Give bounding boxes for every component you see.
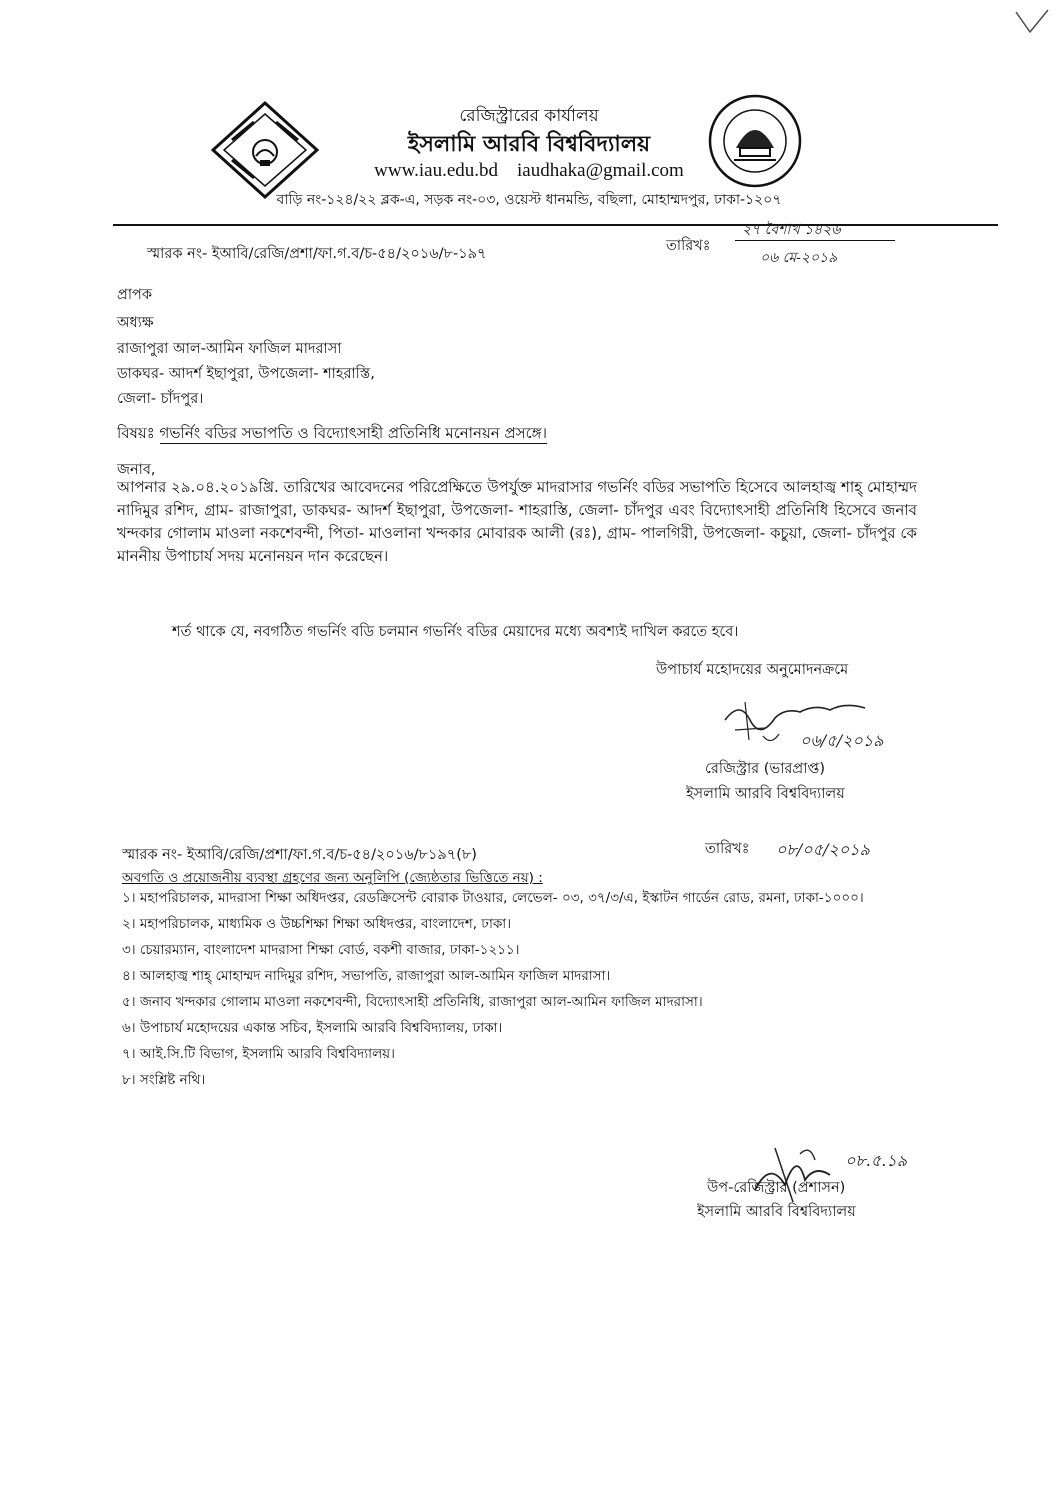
signature2-date: ০৮.৫.১৯ xyxy=(845,1151,908,1170)
signature2-org: ইসলামি আরবি বিশ্ববিদ্যালয় xyxy=(697,1204,856,1220)
list-item: ১। মহাপরিচালক, মাদরাসা শিক্ষা অধিদপ্তর, রেডক্রিসেন্ট বোরাক টাওয়ার, লেভেল- ০৩, ৩৭/৩/এ, ইস্কাটন গার্ডেন রোড, রমনা, ঢাকা-১০০০। xyxy=(122,890,864,906)
date-gregorian: ০৬ মে-২০১৯ xyxy=(760,250,838,266)
address-line: বাড়ি নং-১২৪/২২ ব্লক-এ, সড়ক নং-০৩, ওয়েস্ট ধানমন্ডি, বছিলা, মোহাম্মদপুর, ঢাকা-১২০৭ xyxy=(276,192,782,208)
list-item: ৩। চেয়ারম্যান, বাংলাদেশ মাদরাসা শিক্ষা বোর্ড, বকশী বাজার, ঢাকা-১২১১। xyxy=(122,942,520,958)
university-seal-icon xyxy=(706,92,804,190)
recipient-title: অধ্যক্ষ xyxy=(117,315,154,331)
office-name: রেজিস্ট্রারের কার্যালয় xyxy=(459,106,599,126)
body-paragraph: আপনার ২৯.০৪.২০১৯খ্রি. তারিখের আবেদনের পরিপ্রেক্ষিতে উপর্যুক্ত মাদরাসার গভর্নিং বডির সভাপতি হিসেবে আলহাজ্ব শাহ্‌ মোহাম্মদ নাদিমুর রশিদ, গ্রাম- রাজাপুরা, ডাকঘর- আদর্শ ইছাপুরা, উপজেলা- শাহরাস্তি, জেলা- চাঁদপুর এবং বিদ্যোৎসাহী প্রতিনিধি হিসেবে জনাব খন্দকার গোলাম মাওলা নকশেবন্দী, পিতা- মাওলানা খন্দকার মোবারক আলী (রঃ), গ্রাম- পালগিরী, উপজেলা- কচুয়া, জেলা- চাঁদপুর কে মাননীয় উপাচার্য সদয় মনোনয়ন দান করেছেন। xyxy=(117,478,917,565)
list-item: ৮। সংশ্লিষ্ট নথি। xyxy=(122,1072,206,1088)
copies-list xyxy=(122,889,992,1097)
signature1-designation: রেজিস্ট্রার (ভারপ্রাপ্ত) xyxy=(705,761,826,777)
memo-number-2: স্মারক নং- ইআবি/রেজি/প্রশা/ফা.গ.ব/চ-৫৪/২০১৬/৮১৯৭(৮) xyxy=(122,847,477,863)
signature1-org: ইসলামি আরবি বিশ্ববিদ্যালয় xyxy=(686,786,845,802)
subject-line xyxy=(117,423,547,444)
date-label-2: তারিখঃ xyxy=(705,841,750,857)
corner-mark-icon xyxy=(1012,8,1052,38)
subject-text: গভর্নিং বডির সভাপতি ও বিদ্যোৎসাহী প্রতিনিধি মনোনয়ন প্রসঙ্গে। xyxy=(159,424,547,442)
date-2: ০৮/০৫/২০১৯ xyxy=(776,840,870,859)
recipient-post: ডাকঘর- আদর্শ ইছাপুরা, উপজেলা- শাহরাস্তি, xyxy=(117,366,375,382)
website-link[interactable]: www.iau.edu.bd xyxy=(374,160,498,181)
recipient-to: প্রাপক xyxy=(117,287,153,303)
body-condition: শর্ত থাকে যে, নবগঠিত গভর্নিং বডি চলমান গভর্নিং বডির মেয়াদের মধ্যে অবশ্যই দাখিল করতে হবে। xyxy=(172,624,739,640)
salutation: জনাব, xyxy=(117,462,156,478)
signature1-date: ০৬/৫/২০১৯ xyxy=(800,731,884,750)
copies-heading: অবগতি ও প্রয়োজনীয় ব্যবস্থা গ্রহণের জন্য অনুলিপি (জ্যেষ্ঠতার ভিত্তিতে নয়) : xyxy=(122,870,543,886)
date-label: তারিখঃ xyxy=(666,238,711,254)
subject-label: বিষয়ঃ xyxy=(117,424,155,442)
contact-line xyxy=(0,160,1058,182)
list-item: ৪। আলহাজ্ব শাহ্‌ মোহাম্মদ নাদিমুর রশিদ, সভাপতি, রাজাপুরা আল-আমিন ফাজিল মাদরাসা। xyxy=(122,968,611,984)
university-name: ইসলামি আরবি বিশ্ববিদ্যালয় xyxy=(407,132,651,157)
recipient-district: জেলা- চাঁদপুর। xyxy=(117,391,204,407)
list-item: ৫। জনাব খন্দকার গোলাম মাওলা নকশেবন্দী, বিদ্যোৎসাহী প্রতিনিধি, রাজাপুরা আল-আমিন ফাজিল মাদরাসা। xyxy=(122,994,703,1010)
list-item: ২। মহাপরিচালক, মাধ্যমিক ও উচ্চশিক্ষা শিক্ষা অধিদপ্তর, বাংলাদেশ, ঢাকা। xyxy=(122,916,512,932)
approval-line: উপাচার্য মহোদয়ের অনুমোদনক্রমে xyxy=(656,662,849,678)
list-item: ৭। আই.সি.টি বিভাগ, ইসলামি আরবি বিশ্ববিদ্যালয়। xyxy=(122,1046,395,1062)
memo-number: স্মারক নং- ইআবি/রেজি/প্রশা/ফা.গ.ব/চ-৫৪/২০১৬/৮-১৯৭ xyxy=(147,246,487,262)
header-divider xyxy=(113,224,998,226)
email-link[interactable]: iaudhaka@gmail.com xyxy=(517,160,684,181)
list-item: ৬। উপাচার্য মহোদয়ের একান্ত সচিব, ইসলামি আরবি বিশ্ববিদ্যালয়, ঢাকা। xyxy=(122,1020,503,1036)
recipient-institution: রাজাপুরা আল-আমিন ফাজিল মাদরাসা xyxy=(117,341,342,357)
date-bangla-calendar: ২৭ বৈশাখ ১৪২৬ xyxy=(742,222,841,238)
signature2-designation: উপ-রেজিস্ট্রার (প্রশাসন) xyxy=(707,1180,846,1196)
date-separator xyxy=(735,240,895,241)
